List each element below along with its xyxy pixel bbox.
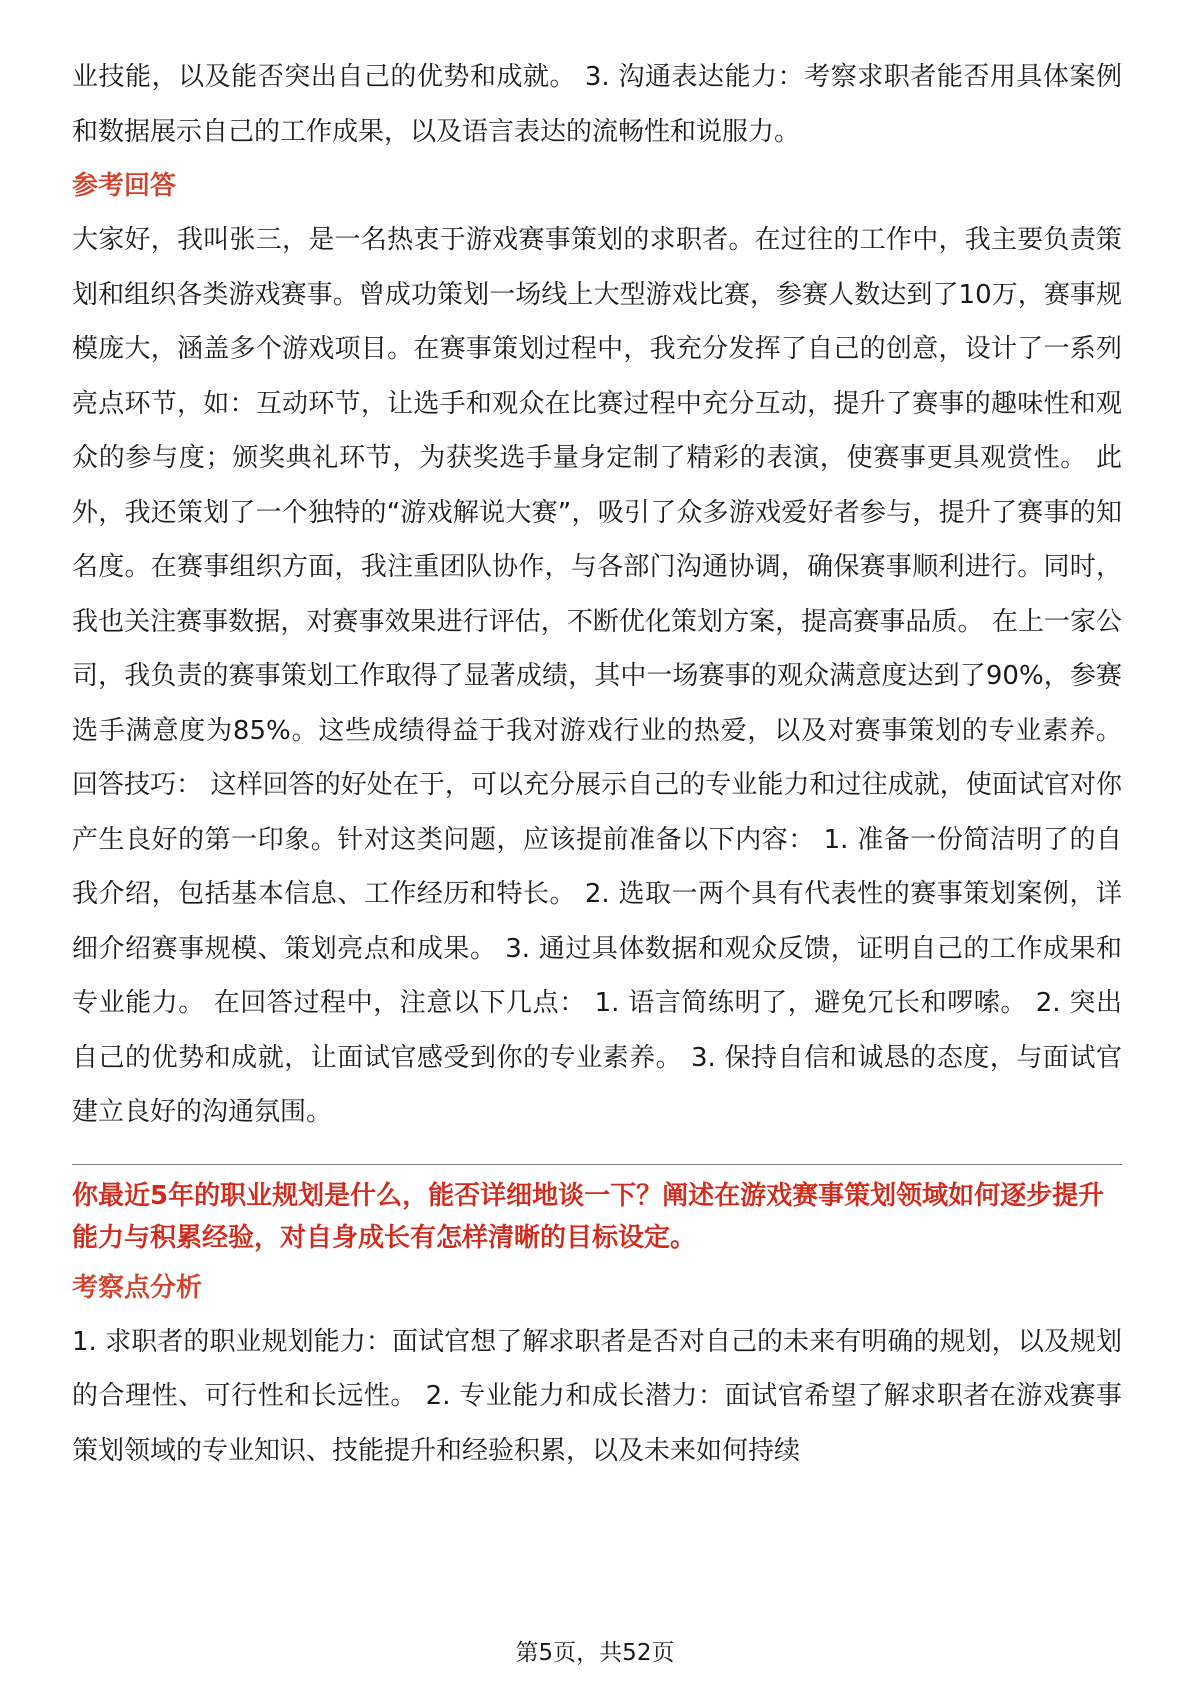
document-page	[72, 50, 1122, 1478]
interview-question: 你最近5年的职业规划是什么，能否详细地谈一下？阐述在游戏赛事策划领域如何逐步提升能力与积累经验，对自身成长有怎样清晰的目标设定。	[72, 1180, 1105, 1253]
answer-heading: 参考回答	[72, 171, 177, 201]
intro-paragraph: 业技能，以及能否突出自己的优势和成就。 3. 沟通表达能力：考察求职者能否用具体案例和数据展示自己的工作成果，以及语言表达的流畅性和说服力。	[72, 62, 1122, 147]
page-number: 第5页，共52页	[515, 1640, 675, 1666]
section-divider	[72, 1164, 1122, 1165]
analysis-heading: 考察点分析	[72, 1272, 203, 1303]
analysis-paragraph: 1. 求职者的职业规划能力：面试官想了解求职者是否对自己的未来有明确的规划，以及规划的合理性、可行性和长远性。 2. 专业能力和成长潜力：面试官希望了解求职者在游戏赛事策划领域的专业知识、技能提升和经验积累，以及未来如何持续	[72, 1326, 1122, 1466]
answer-paragraph: 大家好，我叫张三，是一名热衷于游戏赛事策划的求职者。在过往的工作中，我主要负责策划和组织各类游戏赛事。曾成功策划一场线上大型游戏比赛，参赛人数达到了10万，赛事规模庞大，涵盖多个游戏项目。在赛事策划过程中，我充分发挥了自己的创意，设计了一系列亮点环节，如：互动环节，让选手和观众在比赛过程中充分互动，提升了赛事的趣味性和观众的参与度；颁奖典礼环节，为获奖选手量身定制了精彩的表演，使赛事更具观赏性。 此外，我还策划了一个独特的“游戏解说大赛”，吸引了众多游戏爱好者参与，提升了赛事的知名度。在赛事组织方面，我注重团队协作，与各部门沟通协调，确保赛事顺利进行。同时，我也关注赛事数据，对赛事效果进行评估，不断优化策划方案，提高赛事品质。 在上一家公司，我负责的赛事策划工作取得了显著成绩，其中一场赛事的观众满意度达到了90%，参赛选手满意度为85%。这些成绩得益于我对游戏行业的热爱，以及对赛事策划的专业素养。 回答技巧： 这样回答的好处在于，可以充分展示自己的专业能力和过往成就，使面试官对你产生良好的第一印象。针对这类问题，应该提前准备以下内容： 1. 准备一份简洁明了的自我介绍，包括基本信息、工作经历和特长。 2. 选取一两个具有代表性的赛事策划案例，详细介绍赛事规模、策划亮点和成果。 3. 通过具体数据和观众反馈，证明自己的工作成果和专业能力。 在回答过程中，注意以下几点： 1. 语言简练明了，避免冗长和啰嗦。 2. 突出自己的优势和成就，让面试官感受到你的专业素养。 3. 保持自信和诚恳的态度，与面试官建立良好的沟通氛围。	[72, 225, 1122, 1127]
